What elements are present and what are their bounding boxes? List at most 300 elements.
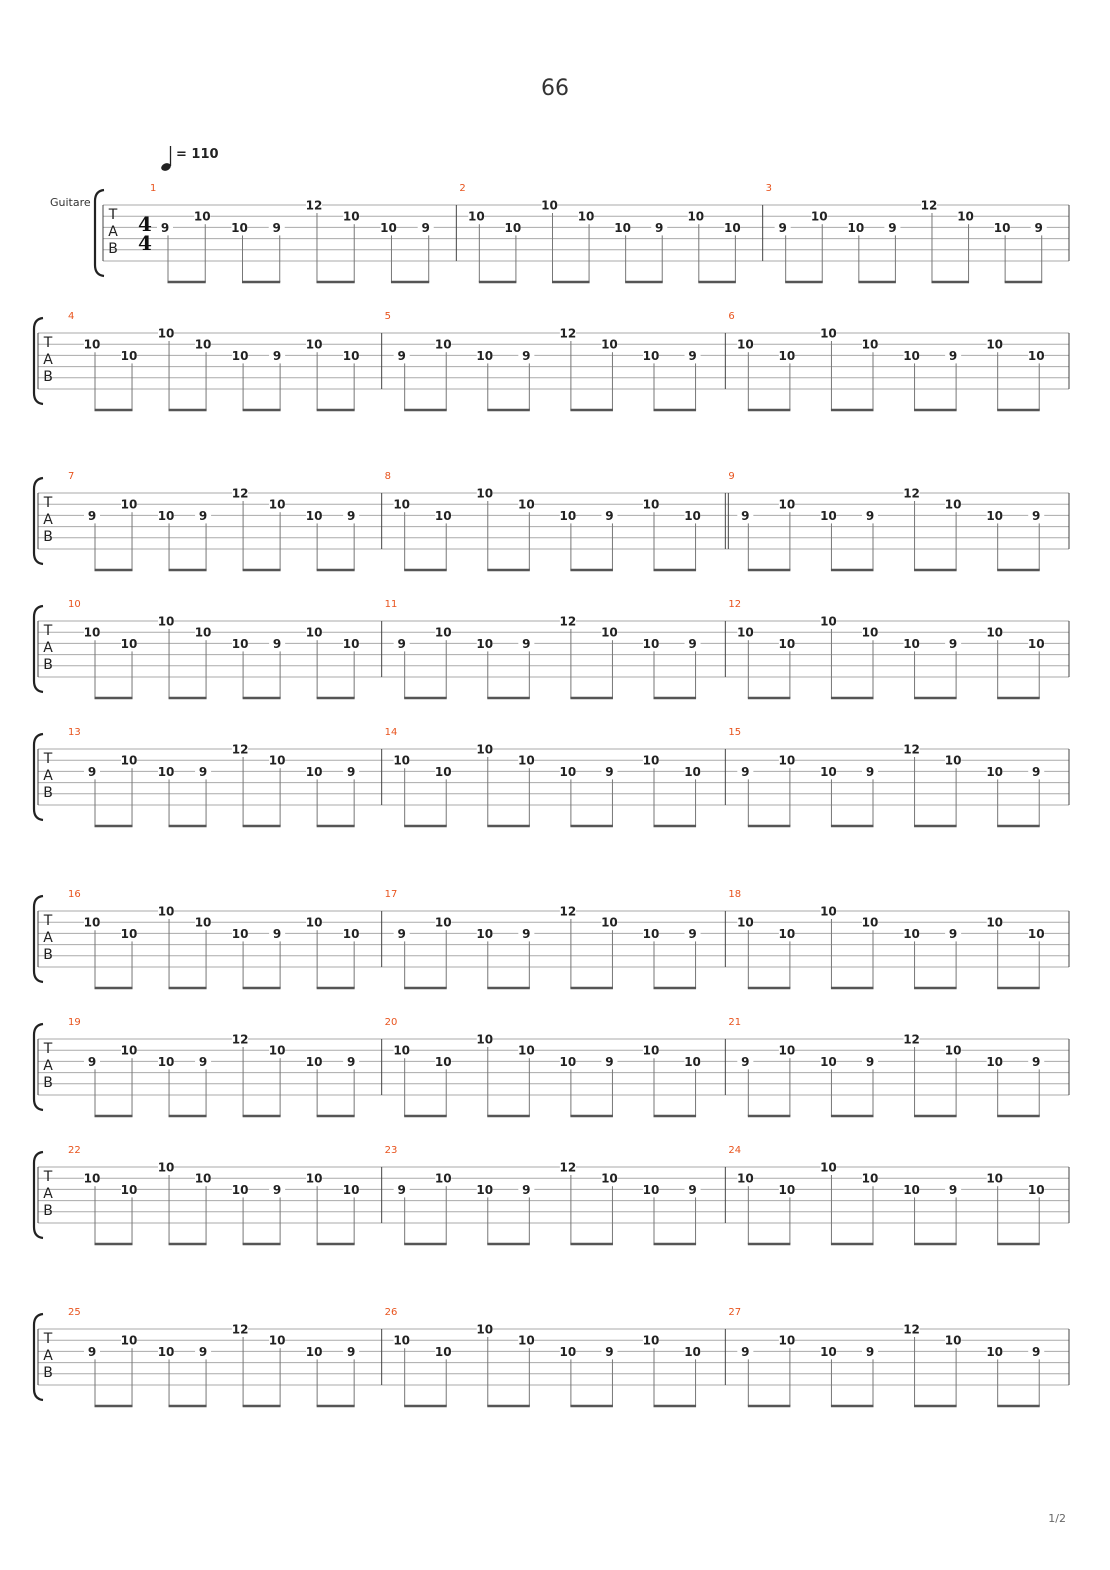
fret-number: 10 (642, 1182, 660, 1197)
fret-number: 10 (559, 508, 577, 523)
fret-number: 10 (504, 220, 522, 235)
measure (728, 471, 1069, 570)
fret-number: 10 (684, 1054, 701, 1069)
fret-number: 10 (305, 625, 323, 640)
fret-number: 9 (605, 764, 614, 779)
tab-clef-letter: B (43, 1365, 53, 1381)
fret-number: 12 (231, 486, 249, 501)
measure (766, 183, 1069, 282)
measure-number: 23 (384, 1145, 398, 1156)
tab-system (95, 183, 1069, 282)
tab-clef-letter: A (43, 930, 53, 946)
fret-number: 12 (920, 198, 938, 213)
fret-number: 10 (193, 209, 211, 224)
fret-number: 10 (517, 1043, 535, 1058)
fret-number: 10 (736, 337, 754, 352)
tab-systems (34, 183, 1069, 1406)
fret-number: 10 (820, 1054, 837, 1069)
fret-number: 10 (778, 497, 796, 512)
measure (728, 889, 1069, 988)
fret-number: 12 (231, 1322, 249, 1337)
fret-number: 10 (393, 1043, 411, 1058)
tab-clef-letter: T (43, 335, 53, 351)
fret-number: 10 (1027, 1182, 1045, 1197)
fret-number: 10 (157, 1160, 175, 1175)
tab-clef-letter: T (43, 751, 53, 767)
measure (385, 471, 726, 570)
fret-number: 9 (741, 1054, 750, 1069)
fret-number: 10 (120, 1043, 138, 1058)
tab-system (34, 1145, 1069, 1244)
measure-number: 13 (68, 727, 81, 738)
tab-clef-letter: A (43, 1186, 53, 1202)
fret-number: 10 (861, 625, 879, 640)
fret-number: 10 (120, 636, 138, 651)
measure-number: 26 (384, 1307, 398, 1318)
fret-number: 10 (517, 497, 535, 512)
fret-number: 10 (194, 1171, 212, 1186)
fret-number: 10 (684, 1344, 701, 1359)
tab-clef-letter: T (43, 623, 53, 639)
fret-number: 9 (1032, 764, 1041, 779)
measure (385, 1307, 726, 1406)
fret-number: 9 (272, 926, 282, 941)
fret-number: 9 (778, 220, 787, 235)
fret-number: 10 (642, 753, 660, 768)
fret-number: 10 (194, 915, 212, 930)
fret-number: 10 (559, 1054, 577, 1069)
fret-number: 10 (861, 1171, 879, 1186)
measure (728, 727, 1069, 826)
measure (68, 1145, 382, 1244)
fret-number: 10 (476, 1182, 494, 1197)
measure (728, 311, 1069, 410)
score-title: 66 (541, 76, 569, 101)
fret-number: 10 (476, 1322, 494, 1337)
tab-clef-letter: B (43, 369, 53, 385)
fret-number: 10 (268, 497, 286, 512)
fret-number: 10 (305, 1171, 323, 1186)
tab-system (34, 727, 1069, 826)
measure (459, 183, 762, 282)
fret-number: 9 (1034, 220, 1043, 235)
fret-number: 10 (778, 1043, 796, 1058)
fret-number: 9 (688, 348, 697, 363)
fret-number: 10 (476, 348, 494, 363)
tab-clef-letter: T (43, 495, 53, 511)
fret-number: 9 (198, 1054, 208, 1069)
measure-number: 21 (728, 1017, 742, 1028)
measure-number: 18 (728, 889, 742, 900)
fret-number: 10 (847, 220, 865, 235)
fret-number: 10 (736, 1171, 754, 1186)
measure (385, 311, 726, 410)
fret-number: 10 (434, 337, 452, 352)
fret-number: 9 (272, 1182, 282, 1197)
fret-number: 10 (601, 625, 618, 640)
fret-number: 10 (684, 508, 701, 523)
measure-number: 24 (728, 1145, 742, 1156)
fret-number: 10 (944, 1333, 962, 1348)
fret-number: 12 (903, 1322, 920, 1337)
fret-number: 10 (778, 926, 796, 941)
measure-number: 8 (384, 471, 392, 482)
fret-number: 10 (820, 1160, 837, 1175)
measure (68, 599, 382, 698)
measure (728, 1017, 1069, 1116)
measure-number: 11 (384, 599, 398, 610)
fret-number: 10 (476, 926, 494, 941)
fret-number: 10 (342, 348, 360, 363)
fret-number: 10 (820, 1344, 837, 1359)
measure-number: 5 (384, 311, 392, 322)
fret-number: 10 (268, 753, 286, 768)
tempo-marking (160, 146, 219, 172)
fret-number: 9 (198, 764, 208, 779)
fret-number: 10 (903, 636, 920, 651)
fret-number: 10 (944, 497, 962, 512)
measure-number: 3 (765, 183, 773, 194)
fret-number: 9 (605, 1344, 614, 1359)
fret-number: 10 (476, 636, 494, 651)
fret-number: 9 (272, 220, 281, 235)
fret-number: 9 (688, 1182, 697, 1197)
fret-number: 10 (434, 1171, 452, 1186)
fret-number: 10 (194, 625, 212, 640)
fret-number: 10 (986, 915, 1004, 930)
tab-clef-letter: T (43, 1169, 53, 1185)
measure (68, 471, 382, 570)
fret-number: 10 (305, 915, 323, 930)
fret-number: 10 (778, 1182, 796, 1197)
measure-number: 27 (728, 1307, 742, 1318)
fret-number: 10 (1027, 636, 1045, 651)
measure-number: 14 (384, 727, 398, 738)
fret-number: 10 (724, 220, 741, 235)
tab-system (34, 1017, 1069, 1116)
fret-number: 10 (305, 1054, 323, 1069)
page-number: 1/2 (1048, 1512, 1066, 1525)
fret-number: 10 (957, 209, 974, 224)
fret-number: 10 (231, 926, 249, 941)
fret-number: 9 (688, 636, 697, 651)
tab-system (34, 1307, 1069, 1406)
fret-number: 10 (577, 209, 595, 224)
fret-number: 9 (948, 636, 958, 651)
measure (385, 889, 726, 988)
fret-number: 10 (305, 1344, 323, 1359)
fret-number: 10 (820, 614, 837, 629)
tab-clef-letter: A (43, 1058, 53, 1074)
fret-number: 10 (157, 614, 175, 629)
fret-number: 10 (820, 326, 837, 341)
fret-number: 10 (305, 508, 323, 523)
fret-number: 9 (741, 1344, 750, 1359)
fret-number: 10 (642, 1043, 660, 1058)
fret-number: 10 (434, 764, 452, 779)
fret-number: 10 (380, 220, 397, 235)
fret-number: 10 (120, 348, 138, 363)
tab-clef-letter: A (43, 768, 53, 784)
measure-number: 7 (68, 471, 75, 482)
fret-number: 12 (231, 1032, 249, 1047)
tab-clef-letter: T (43, 1331, 53, 1347)
fret-number: 10 (601, 337, 618, 352)
fret-number: 10 (434, 915, 452, 930)
tempo-value: = 110 (176, 147, 219, 162)
fret-number: 10 (993, 220, 1011, 235)
fret-number: 10 (986, 625, 1004, 640)
fret-number: 9 (397, 636, 406, 651)
fret-number: 9 (397, 348, 406, 363)
fret-number: 10 (541, 198, 558, 213)
fret-number: 9 (1032, 508, 1041, 523)
fret-number: 10 (986, 1344, 1004, 1359)
fret-number: 10 (517, 1333, 535, 1348)
fret-number: 9 (522, 348, 531, 363)
fret-number: 10 (861, 915, 879, 930)
fret-number: 9 (346, 764, 356, 779)
fret-number: 10 (944, 1043, 962, 1058)
tab-clef-letter: T (108, 207, 118, 223)
fret-number: 10 (642, 497, 660, 512)
fret-number: 10 (83, 915, 101, 930)
fret-number: 10 (120, 1333, 138, 1348)
fret-number: 10 (231, 348, 249, 363)
tab-system (34, 311, 1069, 410)
fret-number: 10 (120, 1182, 138, 1197)
fret-number: 10 (903, 348, 920, 363)
measure-number: 17 (384, 889, 398, 900)
measure (68, 1307, 382, 1406)
fret-number: 10 (601, 1171, 618, 1186)
fret-number: 10 (393, 497, 411, 512)
fret-number: 9 (948, 926, 958, 941)
fret-number: 9 (865, 508, 875, 523)
measure (728, 1307, 1069, 1406)
fret-number: 9 (87, 1344, 97, 1359)
fret-number: 10 (614, 220, 631, 235)
fret-number: 10 (476, 742, 494, 757)
tab-clef-letter: B (43, 947, 53, 963)
fret-number: 10 (778, 636, 796, 651)
fret-number: 9 (272, 348, 282, 363)
measure (385, 1017, 726, 1116)
fret-number: 10 (305, 764, 323, 779)
tab-clef-letter: A (43, 512, 53, 528)
fret-number: 10 (642, 1333, 660, 1348)
fret-number: 10 (944, 753, 962, 768)
fret-number: 10 (903, 926, 920, 941)
measure-number: 15 (728, 727, 742, 738)
fret-number: 10 (986, 1054, 1004, 1069)
tab-system (34, 471, 1069, 570)
measure (68, 727, 382, 826)
fret-number: 10 (268, 1043, 286, 1058)
fret-number: 9 (865, 764, 875, 779)
measure-number: 19 (68, 1017, 81, 1028)
fret-number: 9 (655, 220, 664, 235)
fret-number: 10 (120, 497, 138, 512)
fret-number: 12 (305, 198, 323, 213)
tab-clef-letter: A (43, 352, 53, 368)
fret-number: 10 (861, 337, 879, 352)
fret-number: 9 (888, 220, 897, 235)
measure-number: 6 (728, 311, 735, 322)
fret-number: 10 (83, 1171, 101, 1186)
fret-number: 10 (736, 625, 754, 640)
measure (385, 1145, 726, 1244)
fret-number: 10 (342, 1182, 360, 1197)
tab-clef-letter: B (43, 1203, 53, 1219)
measure-number: 1 (150, 183, 157, 194)
fret-number: 10 (157, 764, 175, 779)
fret-number: 12 (559, 1160, 577, 1175)
fret-number: 9 (198, 508, 208, 523)
fret-number: 10 (467, 209, 485, 224)
fret-number: 9 (87, 764, 97, 779)
fret-number: 9 (346, 1054, 356, 1069)
fret-number: 9 (198, 1344, 208, 1359)
tab-system (34, 889, 1069, 988)
fret-number: 10 (120, 926, 138, 941)
fret-number: 10 (986, 508, 1004, 523)
fret-number: 9 (522, 926, 531, 941)
fret-number: 9 (865, 1344, 875, 1359)
measure-number: 9 (728, 471, 735, 482)
fret-number: 9 (346, 1344, 356, 1359)
measure (68, 889, 382, 988)
fret-number: 10 (393, 1333, 411, 1348)
measure (68, 311, 382, 410)
fret-number: 9 (522, 636, 531, 651)
fret-number: 9 (160, 220, 170, 235)
measure (385, 727, 726, 826)
fret-number: 10 (157, 1054, 175, 1069)
tab-clef-letter: T (43, 1041, 53, 1057)
tab-clef-letter: A (43, 1348, 53, 1364)
fret-number: 10 (157, 904, 175, 919)
fret-number: 10 (231, 1182, 249, 1197)
fret-number: 12 (559, 326, 577, 341)
fret-number: 10 (231, 636, 249, 651)
fret-number: 10 (601, 915, 618, 930)
measure (728, 1145, 1069, 1244)
fret-number: 10 (559, 1344, 577, 1359)
instrument-name: Guitare (50, 196, 91, 209)
fret-number: 12 (231, 742, 249, 757)
tab-clef-letter: B (43, 529, 53, 545)
measure-number: 25 (68, 1307, 81, 1318)
fret-number: 9 (397, 926, 406, 941)
fret-number: 12 (903, 1032, 920, 1047)
measure-number: 10 (68, 599, 81, 610)
measure-number: 22 (68, 1145, 81, 1156)
measure (728, 599, 1069, 698)
fret-number: 9 (421, 220, 430, 235)
fret-number: 10 (434, 1054, 452, 1069)
fret-number: 10 (342, 636, 360, 651)
fret-number: 10 (687, 209, 705, 224)
fret-number: 9 (87, 508, 97, 523)
fret-number: 10 (820, 764, 837, 779)
measure (150, 183, 456, 282)
fret-number: 10 (434, 625, 452, 640)
fret-number: 9 (522, 1182, 531, 1197)
fret-number: 10 (231, 220, 248, 235)
fret-number: 10 (903, 1182, 920, 1197)
time-signature-bottom: 4 (138, 231, 152, 255)
fret-number: 9 (1032, 1054, 1041, 1069)
fret-number: 9 (948, 1182, 958, 1197)
measure-number: 20 (384, 1017, 398, 1028)
fret-number: 10 (434, 508, 452, 523)
tab-clef-letter: B (43, 1075, 53, 1091)
fret-number: 9 (741, 508, 750, 523)
fret-number: 9 (397, 1182, 406, 1197)
fret-number: 10 (342, 926, 360, 941)
fret-number: 10 (778, 348, 796, 363)
fret-number: 10 (642, 926, 660, 941)
fret-number: 10 (736, 915, 754, 930)
fret-number: 10 (1027, 926, 1045, 941)
fret-number: 9 (346, 508, 356, 523)
fret-number: 10 (986, 1171, 1004, 1186)
fret-number: 9 (865, 1054, 875, 1069)
fret-number: 12 (903, 742, 920, 757)
measure-number: 12 (728, 599, 742, 610)
tab-clef-letter: B (43, 785, 53, 801)
fret-number: 10 (778, 753, 796, 768)
fret-number: 10 (476, 486, 494, 501)
fret-number: 9 (605, 1054, 614, 1069)
fret-number: 10 (157, 326, 175, 341)
time-signature-top: 4 (138, 212, 152, 236)
fret-number: 10 (476, 1032, 494, 1047)
fret-number: 10 (642, 348, 660, 363)
fret-number: 10 (305, 337, 323, 352)
fret-number: 9 (948, 348, 958, 363)
fret-number: 10 (559, 764, 577, 779)
fret-number: 10 (820, 508, 837, 523)
fret-number: 10 (517, 753, 535, 768)
fret-number: 10 (778, 1333, 796, 1348)
fret-number: 10 (642, 636, 660, 651)
fret-number: 12 (559, 614, 577, 629)
fret-number: 9 (605, 508, 614, 523)
fret-number: 10 (393, 753, 411, 768)
measure-number: 4 (68, 311, 75, 322)
tab-clef-letter: B (43, 657, 53, 673)
fret-number: 12 (903, 486, 920, 501)
fret-number: 10 (268, 1333, 286, 1348)
fret-number: 9 (688, 926, 697, 941)
tab-clef-letter: B (108, 241, 118, 257)
fret-number: 9 (741, 764, 750, 779)
measure (68, 1017, 382, 1116)
fret-number: 9 (1032, 1344, 1041, 1359)
measure (385, 599, 726, 698)
fret-number: 10 (157, 508, 175, 523)
fret-number: 9 (272, 636, 282, 651)
fret-number: 12 (559, 904, 577, 919)
measure-number: 16 (68, 889, 81, 900)
fret-number: 10 (342, 209, 360, 224)
fret-number: 10 (684, 764, 701, 779)
fret-number: 10 (820, 904, 837, 919)
tab-clef-letter: T (43, 913, 53, 929)
fret-number: 10 (810, 209, 828, 224)
